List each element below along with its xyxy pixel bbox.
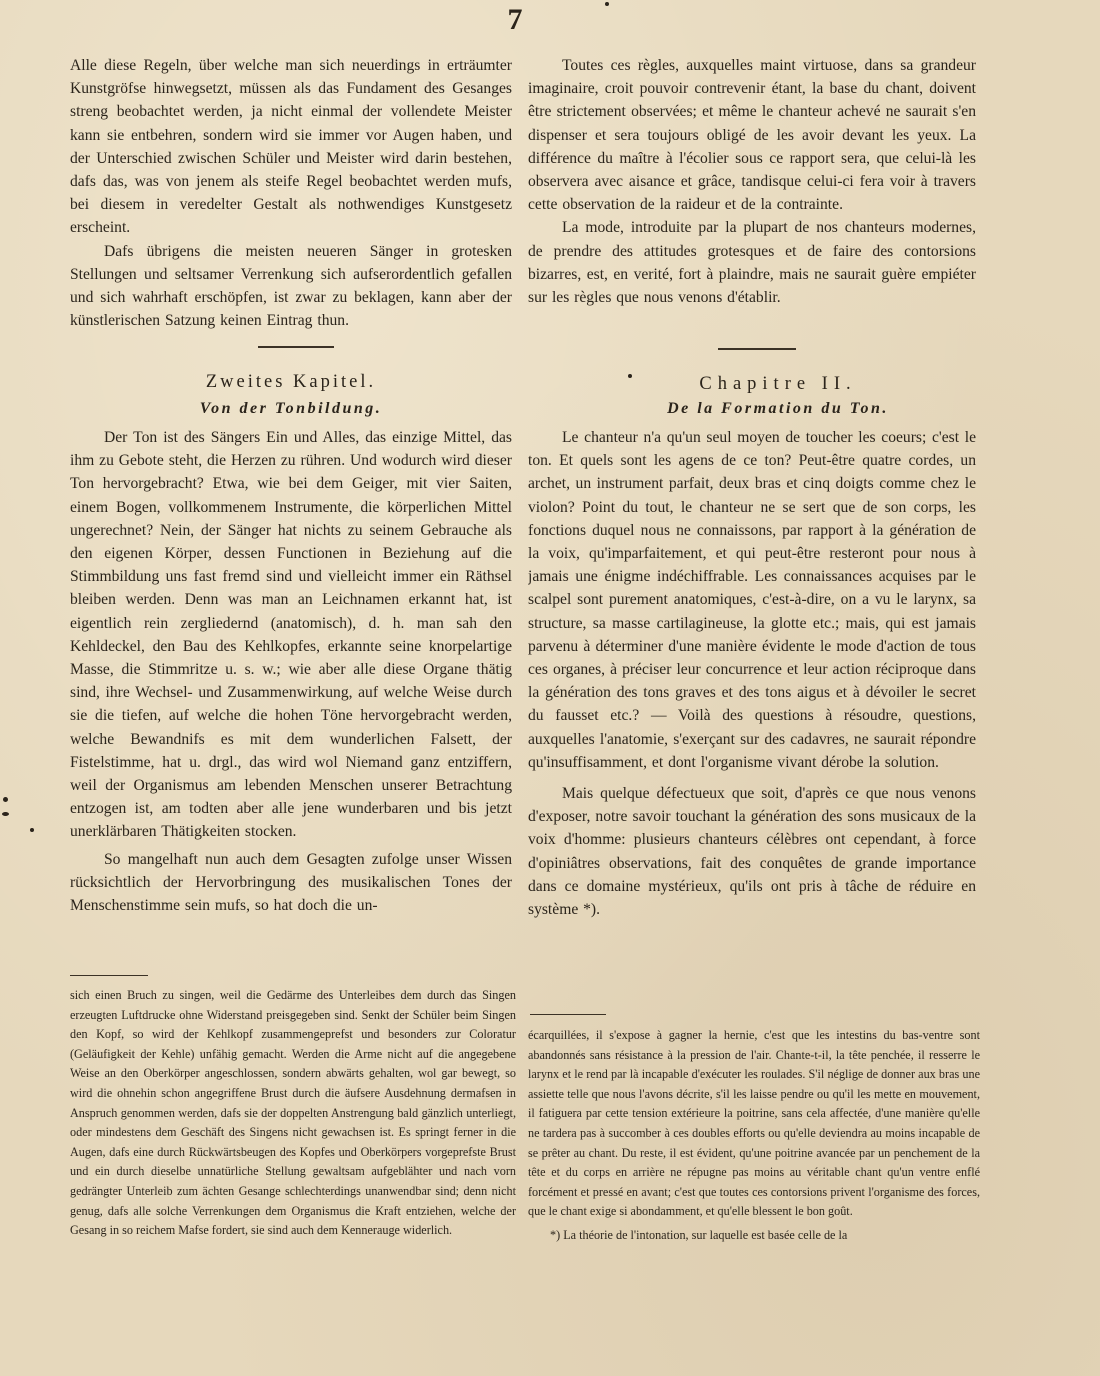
german-section-divider: [258, 346, 334, 348]
german-chapter-paragraph-2: So mangelhaft nun auch dem Gesagten zufolge unser Wissen rücksichtlich der Hervorbringung des musikalischen Tones der Menschenstimme sein mufs, so hat doch die un-: [70, 850, 512, 915]
french-footnote: [528, 1026, 980, 1286]
german-chapter-body: [70, 426, 512, 966]
french-chapter-paragraph-2: Mais quelque défectueux que soit, d'après ce que nous venons d'exposer, notre savoir touchant la génération des sons musicaux de la voix d'homme: plusieurs chanteurs célèbres ont cependant, à force d'opiniâtres observations, fait des conquêtes de grande importance dans ce domaine mystérieux, qu'ils ont pris à tâche de réduire en système *).: [528, 785, 976, 919]
german-footnote-rule: [70, 975, 148, 976]
french-section-divider: [718, 348, 796, 350]
french-chapter-body: [528, 426, 976, 1000]
german-intro: [70, 54, 512, 338]
margin-speck: [2, 812, 9, 816]
german-chapter-paragraph-1: Der Ton ist des Sängers Ein und Alles, das einzige Mittel, das ihm zu Gebote steht, die Herzen zu rühren. Und wodurch wird dieser Ton hervorgebracht? Etwa, wie bei dem Geiger, mit vier Saiten, einem Bogen, vollkommenem Instrumente, die körperlichen Mittel ungerechnet? Nein, der Sänger hat nichts zu seinem Gebrauche als den eigenen Körper, dessen Functionen in Beziehung auf die Stimmbildung uns fast fremd sind und vielleicht immer ein Räthsel bleiben werden. Denn was man an Leichnamen erkannt hat, ist eigentlich rein zergliedernd (anatomisch), d. h. man sah den Kehldeckel, den Bau des Kehlkopfes, erkannte seine knorpelartige Masse, die Stimmritze u. s. w.; wie aber alle diese Organe thätig sind, ihre Wechsel- und Zusammenwirkung, auf welche Weise durch sie die tiefen, auf welche die hohen Töne hervorgebracht werden, welche Bewandnifs es mit dem wunderlichen Falsett, der Fistelstimme, hat u. drgl., das wird wol Niemand ganz entziffern, weil der Organismus am lebenden Menschen unserer Betrachtung entzogen ist, am todten aber alle jene wunderbaren und bis jetzt unerklärbaren Thätigkeiten stocken.: [70, 429, 512, 841]
german-intro-paragraph-1: Alle diese Regeln, über welche man sich neuerdings in erträumter Kunstgröfse hinwegsetzt, müssen als das Fundament des Gesanges streng beobachtet werden, ja nicht einmal der vollendete Meister kann sie entbehren, sondern wird sie immer vor Augen haben, und der Unterschied zwischen Schüler und Meister wird darin bestehen, dafs das, was von jenem als steife Regel beobachtet werden mufs, bei diesem in veredelter Gestalt als nothwendiges Kunstgesetz erscheint.: [70, 57, 512, 237]
french-intro-paragraph-2: La mode, introduite par la plupart de nos chanteurs modernes, de prendre des attitudes grotesques et de faire des contorsions bizarres, est, en verité, fort à plaindre, mais ne saurait guère empiéter sur les règles que nous venons d'établir.: [528, 219, 976, 307]
page-number: 7: [507, 3, 523, 36]
german-chapter-subtitle: Von der Tonbildung.: [199, 400, 383, 417]
french-intro-paragraph-1: Toutes ces règles, auxquelles maint virtuose, dans sa grandeur imaginaire, croit pouvoir contrevenir étant, la base du chant, doivent être strictement observées; et même le chanteur achevé ne saurait s'en dispenser et sera toujours obligé de les avoir devant les yeux. La différence du maître à l'écolier sous ce rapport sera, que celui-là les observera avec aisance et grâce, tandisque celui-ci fera voir à travers cette observation de la raideur et de la contrainte.: [528, 57, 976, 214]
french-footnote-note: *) La théorie de l'intonation, sur laquelle est basée celle de la: [550, 1227, 848, 1242]
french-footnote-rule: [530, 1014, 606, 1015]
german-chapter-title: Zweites Kapitel.: [205, 372, 377, 392]
german-intro-paragraph-2: Dafs übrigens die meisten neueren Sänger in grotesken Stellungen und seltsamer Verrenkung sich aufserordentlich gefallen und sich wahrhaft erschöpfen, ist zwar zu beklagen, kann aber der künstlerischen Satzung keinen Eintrag thun.: [70, 242, 512, 330]
french-footnote-text: écarquillées, il s'expose à gagner la hernie, c'est que les intestins du bas-ventre sont abandonnés sans résistance à la pression de l'air. Chante-t-il, la tête penchée, il resserre le larynx et le rend par là incapable d'exécuter les roulades. S'il néglige de donner aux bras une assiette telle que nous l'avons décrite, s'il les laisse pendre ou qu'il les mette en mouvement, il fatiguera par cette tension extérieure la poitrine, sans cela affectée, d'une manière qu'elle ne tardera pas à succomber à ces doubles efforts ou qu'elle deviendra au moins incapable de se prêter au chant. Du reste, il est évident, qu'une poitrine avancée par un penchement de la tête et du corps en arrière ne répugne pas moins au véritable chant qu'un ventre enflé forcément et pressé en avant; c'est que toutes ces contorsions privent l'organisme des forces, que le chant exige si abondamment, et qu'elle blessent le bon goût.: [528, 1028, 980, 1219]
margin-speck: [605, 2, 609, 6]
french-chapter-title: Chapitre II.: [699, 374, 857, 394]
french-intro: [528, 54, 976, 338]
french-chapter-paragraph-1: Le chanteur n'a qu'un seul moyen de toucher les coeurs; c'est le ton. Et quels sont les agens de ce ton? Peut-être quatre cordes, un archet, un instrument parfait, deux bras et cinq doigts comme chez le violon? Point du tout, le chanteur ne se sert que de son corps, les fonctions duquel nous ne connaissons, par rapport à la génération de la voix, qu'imparfaitement, et qui peut-être resteront pour nous à jamais une énigme indéchiffrable. Les connaissances acquises par le scalpel sont purement anatomiques, c'est-à-dire, on a vu le larynx, sa structure, sa masse cartilagineuse, la glotte etc.; mais, qui est jamais parvenu à déterminer d'une manière évidente le mode d'action de tous ces organes, à préciser leur concurrence et leur action réciproque dans la génération des tons graves et des tons aigus et à dévoiler le secret du fausset etc.? — Voilà des questions à résoudre, questions, auxquelles l'anatomie, s'exerçant sur des cadavres, ne saurait répondre qu'insuffisamment, et dont l'organisme vivant dérobe la solution.: [528, 429, 976, 771]
french-chapter-subtitle: De la Formation du Ton.: [667, 400, 889, 417]
german-footnote: [70, 986, 516, 1278]
german-footnote-text: sich einen Bruch zu singen, weil die Gedärme des Unterleibes dem durch das Singen erzeugten Luftdrucke ohne Widerstand preisgegeben sind. Senkt der Schüler beim Singen den Kopf, so wird der Kehlkopf zusammengeprefst und besonders zur Coloratur (Geläufigkeit der Kehle) unfähig gemacht. Werden die Arme nicht auf die angegebene Weise an den Oberkörper angeschlossen, sondern abwärts gehalten, wol gar bewegt, so wird die ohnehin schon angegriffene Brust durch die äufsere Ausdehnung dermafsen in Anspruch genommen werden, dafs sie der doppelten Anstrengung bald gänzlich unterliegt, oder mindestens dem Geschäft des Singens nicht gewachsen ist. Es springt ferner in die Augen, dafs eine durch Rückwärtsbeugen des Kopfes und Oberkörpers vorgeprefste Brust und ein durch dieselbe unnatürliche Stellung gewaltsam aufgeblähter und nach vorn gedrängter Unterleib zum ächten Gesange schlechterdings unanwendbar sind; denn nicht genug, dafs alle solche Verrenkungen dem Organismus die Kraft entziehen, welche der Gesang in so reichem Mafse fordert, sie sind auch dem Kennerauge widerlich.: [70, 988, 516, 1238]
margin-speck: [628, 374, 632, 378]
margin-speck: [30, 828, 34, 832]
margin-speck: [3, 797, 8, 802]
